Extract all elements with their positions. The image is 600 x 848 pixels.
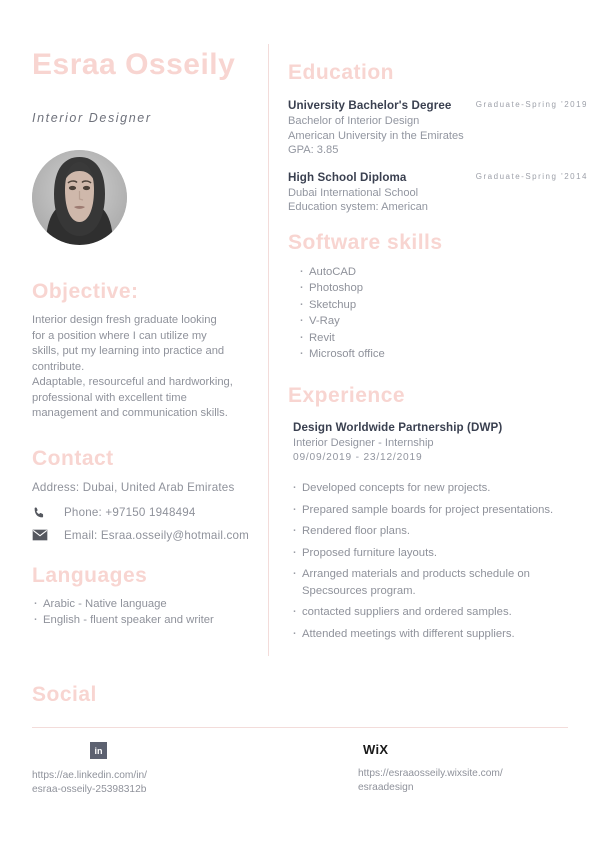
wix-block xyxy=(300,742,568,797)
contact-address: Address: Dubai, United Arab Emirates xyxy=(32,480,235,494)
contact-email-row[interactable] xyxy=(32,529,254,542)
software-skills-heading: Software skills xyxy=(288,230,443,254)
contact-heading: Contact xyxy=(32,446,114,470)
list-item: · Developed concepts for new projects. xyxy=(291,480,588,497)
list-item: · English - fluent speaker and writer xyxy=(32,612,254,629)
linkedin-block xyxy=(32,742,300,797)
experience-position: Interior Designer - Internship xyxy=(293,436,434,449)
objective-line: contribute. xyxy=(32,360,85,373)
education-title: High School Diploma xyxy=(288,170,407,184)
education-heading: Education xyxy=(288,61,395,84)
experience-dates: 09/09/2019 - 23/12/2019 xyxy=(293,452,423,463)
avatar xyxy=(32,150,127,245)
list-item: · Rendered floor plans. xyxy=(291,523,588,540)
objective-line: Adaptable, resourceful and hardworking, xyxy=(32,376,233,388)
phone-icon xyxy=(32,506,54,520)
list-item: · contacted suppliers and ordered samples. xyxy=(291,604,588,621)
experience-bullets xyxy=(288,480,588,642)
objective-line: professional with excellent time xyxy=(32,391,187,404)
education-date: Graduate-Spring '2014 xyxy=(475,171,588,181)
social-heading: Social xyxy=(32,682,97,706)
wix-url[interactable] xyxy=(358,767,568,795)
list-item: · Prepared sample boards for project presentations. xyxy=(291,502,588,519)
education-detail: GPA: 3.85 xyxy=(288,144,339,156)
envelope-icon xyxy=(32,529,54,541)
objective-heading: Objective: xyxy=(32,280,139,303)
education-detail: American University in the Emirates xyxy=(288,129,464,142)
wix-icon[interactable]: WiX xyxy=(363,742,389,757)
social-footer xyxy=(32,742,568,797)
social-divider xyxy=(32,727,568,728)
list-item: · Proposed furniture layouts. xyxy=(291,545,588,562)
education-entry xyxy=(288,171,588,215)
list-item: · Revit xyxy=(298,330,588,347)
left-column xyxy=(32,0,254,705)
languages-heading: Languages xyxy=(32,563,148,587)
contact-email-text: Email: Esraa.osseily@hotmail.com xyxy=(64,528,250,542)
education-entry xyxy=(288,99,588,158)
list-item: · V-Ray xyxy=(298,313,588,330)
linkedin-icon[interactable]: in xyxy=(90,742,107,759)
list-item: · Arabic - Native language xyxy=(32,596,254,613)
software-skills-list xyxy=(288,264,588,363)
column-divider xyxy=(268,44,269,656)
objective-line: management and communication skills. xyxy=(32,407,228,419)
experience-company: Design Worldwide Partnership (DWP) xyxy=(293,420,503,434)
page-title: Esraa Osseily xyxy=(32,48,236,81)
list-item: · Photoshop xyxy=(298,280,588,297)
objective-line: skills, put my learning into practice and xyxy=(32,345,225,357)
languages-list xyxy=(32,596,254,629)
job-role-subtitle: Interior Designer xyxy=(32,111,152,125)
objective-line: Interior design fresh graduate looking xyxy=(32,314,217,326)
education-date: Graduate-Spring '2019 xyxy=(475,100,588,109)
wix-url-line: https://esraaosseily.wixsite.com/ xyxy=(358,768,503,779)
experience-heading: Experience xyxy=(288,383,406,407)
objective-line: for a position where I can utilize my xyxy=(32,329,207,342)
linkedin-url[interactable] xyxy=(32,769,300,797)
list-item: · Arranged materials and products schedule on Specsources program. xyxy=(291,566,588,599)
linkedin-url-line: esraa-osseily-25398312b xyxy=(32,784,147,795)
education-detail: Dubai International School xyxy=(288,186,419,199)
list-item: · AutoCAD xyxy=(298,264,588,281)
experience-entry xyxy=(288,421,588,464)
objective-text xyxy=(32,313,254,422)
right-column xyxy=(288,0,588,642)
avatar-image xyxy=(32,150,127,245)
linkedin-url-line: https://ae.linkedin.com/in/ xyxy=(32,770,147,781)
list-item: · Microsoft office xyxy=(298,346,588,363)
education-title: University Bachelor's Degree xyxy=(288,99,452,112)
list-item: · Sketchup xyxy=(298,297,588,314)
wix-url-line: esraadesign xyxy=(358,782,414,793)
contact-phone-row[interactable] xyxy=(32,506,254,520)
education-detail: Education system: American xyxy=(288,201,428,213)
education-detail: Bachelor of Interior Design xyxy=(288,115,420,127)
contact-phone-text: Phone: +97150 1948494 xyxy=(64,506,196,519)
list-item: · Attended meetings with different suppliers. xyxy=(291,626,588,643)
